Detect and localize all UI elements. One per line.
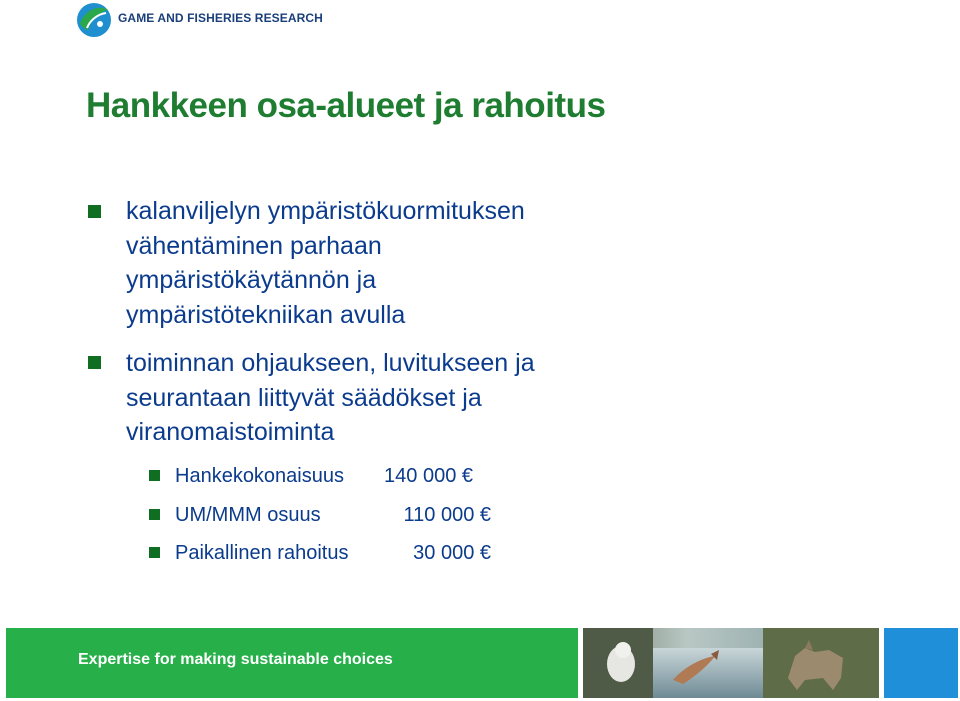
nature-photo-strip-icon bbox=[583, 628, 879, 698]
bullet-1-line-2: vähentäminen parhaan bbox=[126, 231, 382, 260]
footer-tagline: Expertise for making sustainable choices bbox=[78, 651, 393, 668]
bullet-2-line-3: viranomaistoiminta bbox=[126, 418, 335, 446]
bullet-1-line-3: ympäristökäytännön ja bbox=[126, 266, 377, 294]
footer-blue-block bbox=[884, 628, 958, 698]
funding-amount-local: 30 000 € bbox=[413, 542, 491, 564]
bullet-2-line-1: toiminnan ohjaukseen, luvitukseen ja bbox=[126, 349, 535, 377]
funding-label-ministry: UM/MMM osuus bbox=[175, 504, 321, 526]
funding-amount-total: 140 000 € bbox=[384, 465, 473, 487]
bullet-marker bbox=[88, 205, 101, 218]
bullet-2-line-2: seurantaan liittyvät säädökset ja bbox=[126, 383, 482, 412]
sub-bullet-marker bbox=[149, 470, 160, 481]
sub-bullet-marker bbox=[149, 509, 160, 520]
sub-bullet-marker bbox=[149, 547, 160, 558]
bullet-2-text bbox=[126, 346, 535, 450]
bullet-1-text bbox=[126, 194, 525, 332]
funding-amount-ministry: 110 000 € bbox=[403, 504, 491, 526]
bullet-1-line-1: kalanviljelyn ympäristökuormituksen bbox=[126, 197, 525, 225]
funding-label-local: Paikallinen rahoitus bbox=[175, 542, 349, 564]
bullet-1-line-4: ympäristötekniikan avulla bbox=[126, 300, 406, 329]
org-name: GAME AND FISHERIES RESEARCH bbox=[118, 11, 323, 25]
fish-leaf-logo-icon bbox=[76, 2, 112, 38]
funding-label-total: Hankekokonaisuus bbox=[175, 465, 344, 487]
bullet-marker bbox=[88, 356, 101, 369]
slide-title: Hankkeen osa-alueet ja rahoitus bbox=[86, 86, 606, 125]
